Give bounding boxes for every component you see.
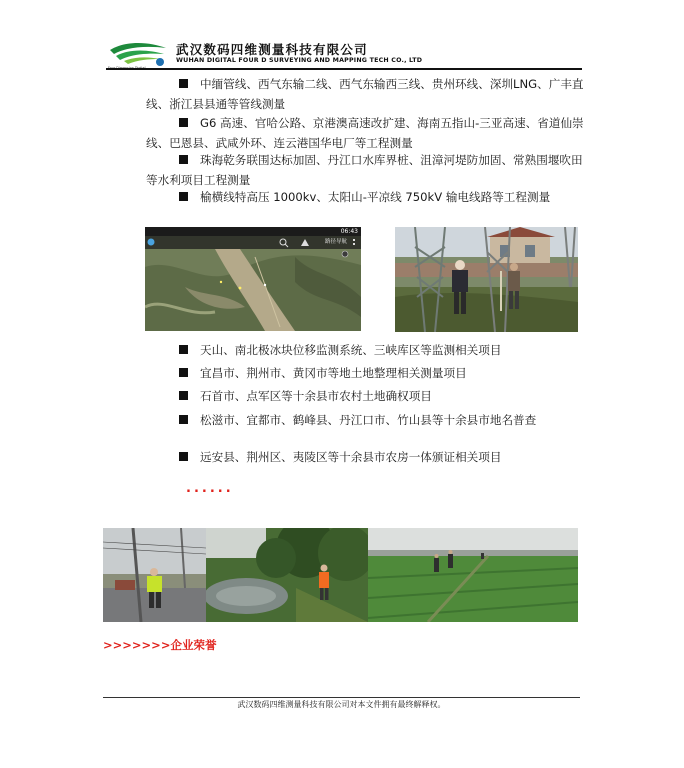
- company-name-cn: 武汉数码四维测量科技有限公司: [176, 42, 368, 57]
- app-icon: [148, 239, 155, 246]
- status-time: 06:43: [340, 228, 358, 235]
- navigate-icon: [301, 239, 309, 246]
- footer-divider: [103, 697, 580, 698]
- project-item: [146, 410, 584, 430]
- project-text: 松滋市、宜都市、鹤峰县、丹江口市、竹山县等十余县市地名普查: [200, 413, 537, 427]
- project-item: [146, 340, 584, 360]
- project-text: G6 高速、官哈公路、京港澳高速改扩建、海南五指山-三亚高速、省道仙崇线、巴恩县、武咸外环、连云港国华电厂等工程测量: [146, 116, 584, 150]
- bullet-icon: [179, 452, 188, 461]
- header-divider: [106, 68, 582, 70]
- project-item: [146, 187, 584, 207]
- project-text: 石首市、点军区等十余县市农村土地确权项目: [200, 389, 432, 403]
- bullet-icon: [179, 345, 188, 354]
- project-text: 宜昌市、荆州市、黄冈市等地土地整理相关测量项目: [200, 366, 467, 380]
- section-title: >>>>>>>企业荣誉: [103, 638, 217, 652]
- project-text: 珠海乾务联围达标加固、丹江口水库界桩、沮漳河堤防加固、常熟围堰吹田等水利项目工程测量: [146, 153, 583, 187]
- company-logo: [106, 40, 170, 70]
- project-item: [146, 150, 584, 190]
- project-item: [146, 113, 584, 153]
- bullet-icon: [179, 415, 188, 424]
- project-item: [146, 74, 584, 114]
- road-survey-photo: [103, 528, 206, 622]
- bullet-icon: [179, 79, 188, 88]
- map-toolbar: [145, 236, 361, 249]
- footer-text: 武汉数码四维测量科技有限公司对本文件拥有最终解释权。: [237, 700, 446, 709]
- menu-icon: [353, 239, 355, 241]
- project-item: [146, 386, 584, 406]
- pond-survey-photo: [206, 528, 368, 622]
- bullet-icon: [179, 118, 188, 127]
- bullet-icon: [179, 155, 188, 164]
- project-text: 中缅管线、西气东输二线、西气东输西三线、贵州环线、深圳LNG、广丰直线、浙江县县通等管线测量: [146, 77, 584, 111]
- status-bar: [145, 227, 361, 236]
- bullet-icon: [179, 368, 188, 377]
- company-name-en: WUHAN DIGITAL FOUR D SURVEYING AND MAPPING TECH CO., LTD: [176, 57, 423, 64]
- toolbar-label: 路径导航: [324, 239, 347, 245]
- project-text: 榆横线特高压 1000kv、太阳山-平凉线 750kV 输电线路等工程测量: [200, 190, 551, 204]
- project-item: [146, 447, 584, 467]
- gps-map-screenshot: [145, 227, 361, 331]
- project-text: 远安县、荆州区、夷陵区等十余县市农房一体颁证相关项目: [200, 450, 502, 464]
- bullet-icon: [179, 391, 188, 400]
- field-survey-photo: [368, 528, 578, 622]
- project-text: 天山、南北极冰块位移监测系统、三峡库区等监测相关项目: [200, 343, 502, 357]
- continuation-dots: ......: [186, 481, 234, 496]
- bullet-icon: [179, 192, 188, 201]
- transmission-tower-photo: [395, 227, 578, 332]
- project-item: [146, 363, 584, 383]
